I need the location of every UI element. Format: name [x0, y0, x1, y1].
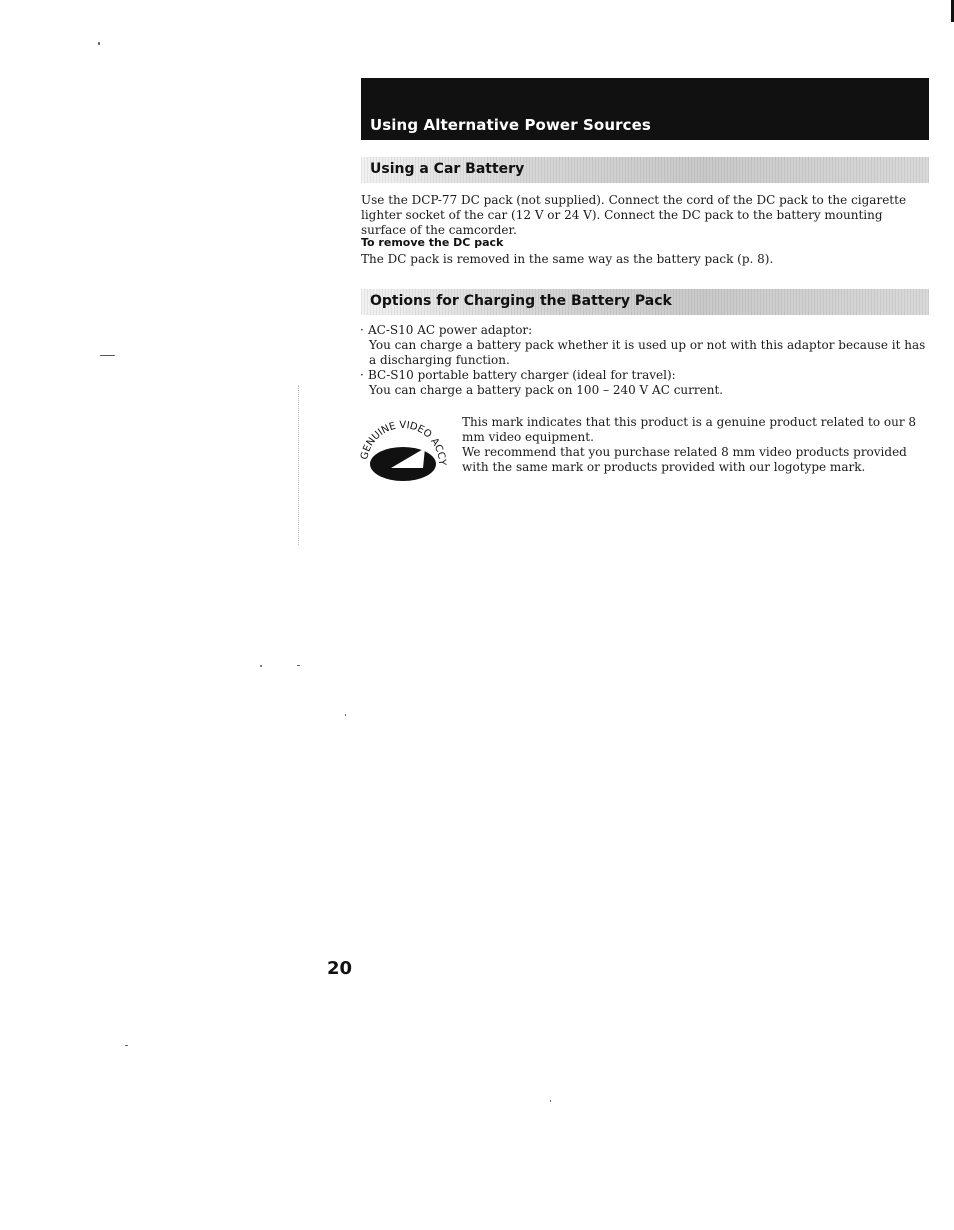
svg-text:GENUINE VIDEO ACCY: GENUINE VIDEO ACCY — [359, 419, 448, 466]
page-number: 20 — [327, 958, 353, 979]
genuine-mark-description — [462, 415, 930, 475]
option-name: BC-S10 portable battery charger (ideal for travel): — [368, 368, 676, 382]
scan-speck — [550, 1100, 551, 1102]
list-item — [361, 368, 931, 398]
section-heading-text: Options for Charging the Battery Pack — [370, 293, 672, 309]
scan-dotted-rule — [298, 385, 299, 545]
car-battery-paragraph: Use the DCP-77 DC pack (not supplied). Connect the cord of the DC pack to the cigarette lighter socket of the car (12 V or 24 V). Connect the DC pack to the battery mounting surface of the camcorder. — [361, 193, 907, 237]
genuine-mark-line-2: We recommend that you purchase related 8 mm video products provided with the same mark or products provided with our logotype mark. — [462, 445, 907, 474]
scan-speck — [100, 355, 115, 356]
list-item — [361, 323, 931, 368]
genuine-video-accessory-logo — [357, 414, 449, 486]
scan-speck — [125, 1045, 128, 1046]
section-heading-car-battery — [361, 157, 929, 183]
scan-speck — [297, 665, 300, 666]
bullet: · — [360, 323, 364, 337]
scan-speck — [260, 665, 262, 667]
remove-dc-pack-heading: To remove the DC pack — [361, 236, 504, 249]
remove-dc-pack-paragraph: The DC pack is removed in the same way as the battery pack (p. 8). — [361, 252, 774, 266]
option-description: You can charge a battery pack on 100 – 240 V AC current. — [369, 383, 724, 397]
page-title: Using Alternative Power Sources — [370, 116, 651, 134]
scan-speck — [345, 714, 346, 716]
genuine-mark-line-1: This mark indicates that this product is a genuine product related to our 8 mm video equipment. — [462, 415, 917, 444]
bullet: · — [360, 368, 364, 382]
option-description: You can charge a battery pack whether it is used up or not with this adaptor because it has a discharging function. — [369, 338, 926, 367]
charging-options-list — [361, 323, 931, 398]
section-heading-text: Using a Car Battery — [370, 161, 525, 177]
page-title-bar — [361, 78, 929, 140]
scan-speck — [98, 42, 100, 45]
option-name: AC-S10 AC power adaptor: — [368, 323, 533, 337]
section-heading-charging-options — [361, 289, 929, 315]
